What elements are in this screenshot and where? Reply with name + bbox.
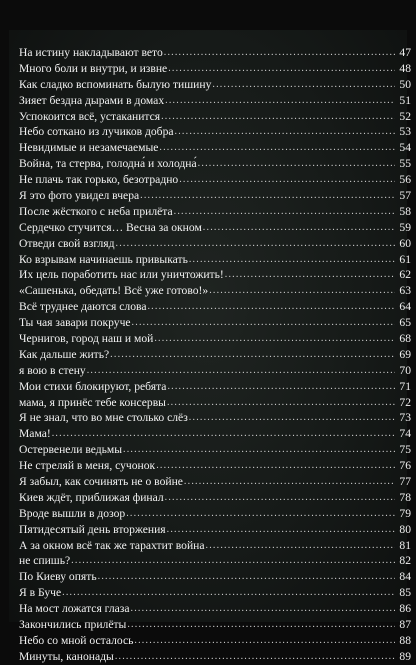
toc-entry <box>19 522 411 538</box>
toc-entry-page-number: 48 <box>399 61 411 75</box>
toc-entry-title: Ты чая завари покруче <box>19 316 131 330</box>
toc-entry-title: Я в Буче <box>19 586 62 600</box>
toc-entry-title: Как сладко вспоминать былую тишину <box>19 77 212 91</box>
toc-entry-title: Киев ждёт, приближая финал <box>19 490 164 504</box>
toc-entry-title: Пятидесятый день вторжения <box>19 522 166 536</box>
toc-dot-leader <box>115 649 395 665</box>
toc-entry <box>19 315 411 331</box>
toc-dot-leader <box>62 585 395 601</box>
toc-entry-title: «Сашенька, обедать! Всё уже готово!» <box>19 284 209 298</box>
toc-dot-leader <box>167 379 395 395</box>
toc-entry-page-number: 63 <box>399 284 411 298</box>
toc-entry-title: Сердечко стучится… Весна за окном <box>19 220 202 234</box>
toc-entry <box>19 204 411 220</box>
toc-entry <box>19 220 411 236</box>
toc-entry <box>19 363 411 379</box>
toc-entry-title: мама, я принёс тебе консервы <box>19 395 166 409</box>
toc-entry <box>19 554 411 570</box>
toc-dot-leader <box>110 347 395 363</box>
toc-dot-leader <box>168 61 395 77</box>
toc-dot-leader <box>87 363 395 379</box>
toc-dot-leader <box>189 410 395 426</box>
toc-dot-leader <box>209 283 395 299</box>
toc-entry-title: Всё труднее даются слова <box>19 300 147 314</box>
toc-dot-leader <box>116 236 395 252</box>
toc-entry <box>19 410 411 426</box>
toc-dot-leader <box>132 315 395 331</box>
toc-entry <box>19 569 411 585</box>
toc-dot-leader <box>165 490 395 506</box>
toc-entry <box>19 538 411 554</box>
toc-entry-page-number: 52 <box>399 109 411 123</box>
toc-dot-leader <box>127 617 395 633</box>
toc-entry <box>19 506 411 522</box>
toc-entry-page-number: 86 <box>399 602 411 616</box>
toc-entry-page-number: 82 <box>399 554 411 568</box>
toc-entry-title: Невидимые и незамечаемые <box>19 141 159 155</box>
toc-entry-title: Небо со мной осталось <box>19 633 134 647</box>
toc-dot-leader <box>147 299 395 315</box>
toc-dot-leader <box>164 45 395 61</box>
toc-entry-title: Закончились прилёты <box>19 618 127 632</box>
toc-entry <box>19 442 411 458</box>
toc-entry <box>19 585 411 601</box>
toc-entry-page-number: 73 <box>399 411 411 425</box>
toc-entry-title: Как дальше жить? <box>19 347 110 361</box>
toc-entry-page-number: 77 <box>399 475 411 489</box>
toc-dot-leader <box>175 124 395 140</box>
toc-entry-title: не спишь? <box>19 554 71 568</box>
toc-dot-leader <box>167 522 395 538</box>
toc-entry-title: Не плачь так горько, безотрадно <box>19 173 179 187</box>
toc-dot-leader <box>174 204 395 220</box>
toc-entry <box>19 77 411 93</box>
toc-entry <box>19 109 411 125</box>
toc-entry-page-number: 80 <box>399 522 411 536</box>
book-page <box>9 30 411 663</box>
toc-entry-page-number: 84 <box>399 570 411 584</box>
toc-dot-leader <box>159 140 395 156</box>
toc-entry-page-number: 51 <box>399 93 411 107</box>
toc-entry-page-number: 75 <box>399 443 411 457</box>
toc-dot-leader <box>134 633 395 649</box>
toc-entry-page-number: 60 <box>399 236 411 250</box>
table-of-contents <box>19 45 411 665</box>
toc-entry-title: Чернигов, город наш и мой <box>19 332 154 346</box>
toc-entry <box>19 649 411 665</box>
toc-entry-title: Мои стихи блокируют, ребята <box>19 379 167 393</box>
toc-entry-page-number: 71 <box>399 379 411 393</box>
toc-entry <box>19 601 411 617</box>
toc-entry <box>19 633 411 649</box>
toc-entry-page-number: 54 <box>399 141 411 155</box>
toc-entry-title: Зияет бездна дырами в домах <box>19 93 165 107</box>
toc-dot-leader <box>189 252 395 268</box>
toc-entry-page-number: 89 <box>399 649 411 663</box>
toc-entry-title: Война, та стерва, голодна́ и холодна́ <box>19 157 197 171</box>
toc-entry-page-number: 55 <box>399 157 411 171</box>
toc-dot-leader <box>131 601 395 617</box>
toc-dot-leader <box>140 188 395 204</box>
toc-entry-title: Ко взрывам начинаешь привыкать <box>19 252 188 266</box>
toc-entry <box>19 61 411 77</box>
toc-entry-title: По Киеву опять <box>19 570 97 584</box>
toc-entry-page-number: 79 <box>399 506 411 520</box>
toc-entry-page-number: 88 <box>399 633 411 647</box>
toc-entry-title: Не стреляй в меня, сучонок <box>19 459 156 473</box>
toc-dot-leader <box>161 109 395 125</box>
toc-entry <box>19 236 411 252</box>
toc-entry <box>19 45 411 61</box>
toc-dot-leader <box>126 506 395 522</box>
toc-entry-page-number: 74 <box>399 427 411 441</box>
toc-entry-title: На мост ложатся глаза <box>19 602 130 616</box>
toc-entry-page-number: 81 <box>399 538 411 552</box>
toc-entry-title: Их цель поработить нас или уничтожить! <box>19 268 224 282</box>
toc-entry <box>19 283 411 299</box>
toc-entry-page-number: 65 <box>399 316 411 330</box>
toc-entry-page-number: 53 <box>399 125 411 139</box>
toc-entry <box>19 331 411 347</box>
toc-entry-page-number: 87 <box>399 618 411 632</box>
toc-entry <box>19 474 411 490</box>
toc-entry-title: После жёсткого с неба прилёта <box>19 204 173 218</box>
toc-entry-title: Я это фото увидел вчера <box>19 189 140 202</box>
toc-entry <box>19 156 411 172</box>
toc-entry <box>19 140 411 156</box>
toc-entry-title: Отведи свой взгляд <box>19 236 115 250</box>
toc-entry <box>19 267 411 283</box>
toc-entry-page-number: 62 <box>399 268 411 282</box>
toc-dot-leader <box>225 267 395 283</box>
toc-entry-title: Небо соткано из лучиков добра <box>19 125 174 139</box>
toc-entry-page-number: 78 <box>399 490 411 504</box>
toc-entry-title: На истину накладывают вето <box>19 45 163 59</box>
toc-entry-page-number: 85 <box>399 586 411 600</box>
toc-dot-leader <box>156 458 395 474</box>
toc-entry-title: Я не знал, что во мне столько слёз <box>19 411 188 425</box>
toc-entry-page-number: 69 <box>399 347 411 361</box>
toc-entry <box>19 458 411 474</box>
toc-dot-leader <box>179 172 395 188</box>
toc-entry <box>19 347 411 363</box>
toc-entry-page-number: 76 <box>399 459 411 473</box>
toc-entry <box>19 124 411 140</box>
toc-entry <box>19 93 411 109</box>
toc-entry-page-number: 47 <box>399 45 411 59</box>
toc-entry-page-number: 64 <box>399 300 411 314</box>
toc-entry-page-number: 50 <box>399 77 411 91</box>
toc-dot-leader <box>206 538 395 554</box>
toc-entry <box>19 379 411 395</box>
toc-entry <box>19 395 411 411</box>
toc-entry-title: Я забыл, как сочинять не о войне <box>19 475 183 489</box>
toc-entry <box>19 617 411 633</box>
toc-entry-title: Много боли и внутри, и извне <box>19 61 168 75</box>
toc-entry-page-number: 72 <box>399 395 411 409</box>
toc-entry <box>19 188 411 204</box>
toc-entry-page-number: 56 <box>399 173 411 187</box>
toc-entry-page-number: 70 <box>399 363 411 377</box>
toc-entry-title: Минуты, канонады <box>19 649 114 663</box>
toc-dot-leader <box>154 331 395 347</box>
toc-entry <box>19 490 411 506</box>
toc-entry-page-number: 59 <box>399 220 411 234</box>
toc-entry-title: А за окном всё так же тарахтит война <box>19 538 205 552</box>
toc-dot-leader <box>98 569 395 585</box>
toc-entry-page-number: 61 <box>399 252 411 266</box>
toc-entry-title: Вроде вышли в дозор <box>19 506 126 520</box>
toc-dot-leader <box>184 474 395 490</box>
toc-entry-title: я вою в стену <box>19 363 86 377</box>
toc-entry <box>19 299 411 315</box>
toc-entry-page-number: 57 <box>399 189 411 202</box>
toc-entry-page-number: 68 <box>399 332 411 346</box>
toc-dot-leader <box>123 442 395 458</box>
toc-dot-leader <box>167 395 395 411</box>
toc-entry-title: Успокоится всё, устаканится <box>19 109 161 123</box>
toc-entry <box>19 172 411 188</box>
toc-dot-leader <box>71 553 395 569</box>
toc-entry <box>19 252 411 268</box>
toc-dot-leader <box>212 77 395 93</box>
toc-dot-leader <box>203 220 395 236</box>
toc-entry-title: Остервенели ведьмы <box>19 443 123 457</box>
toc-dot-leader <box>52 426 395 442</box>
toc-entry-title: Мама! <box>19 427 51 441</box>
toc-entry-page-number: 58 <box>399 204 411 218</box>
toc-entry <box>19 426 411 442</box>
toc-dot-leader <box>198 156 395 172</box>
toc-dot-leader <box>165 93 395 109</box>
